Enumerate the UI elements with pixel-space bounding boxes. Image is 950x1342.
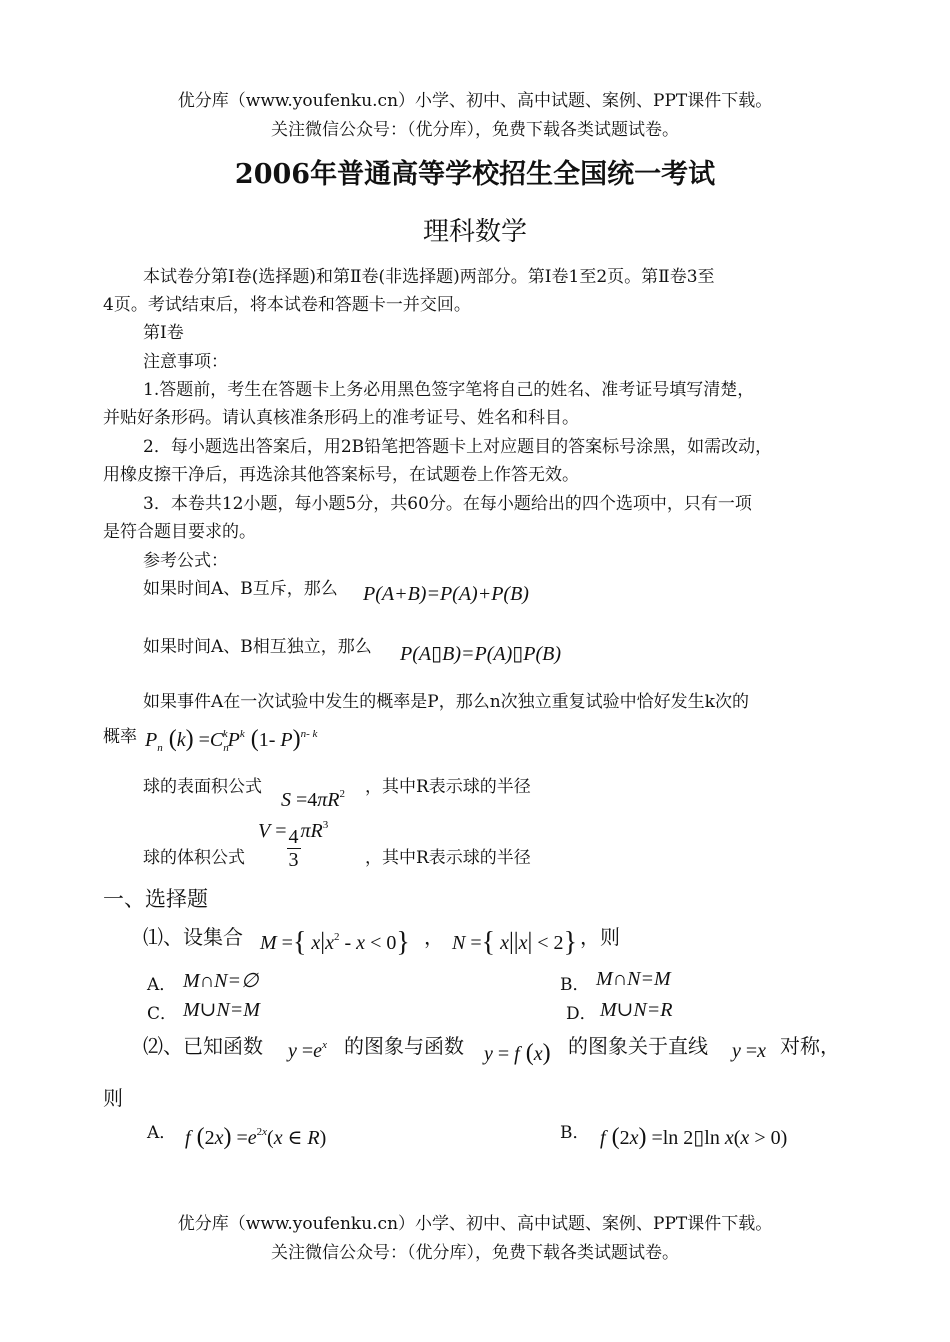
intro-line-2: 4页。考试结束后，将本试卷和答题卡一并交回。 <box>103 295 471 315</box>
q1-option-a-math: M∩N=∅ <box>183 970 259 992</box>
surface-text: 球的表面积公式 <box>143 777 262 797</box>
q1-option-d-label: D． <box>566 1004 597 1024</box>
q2-option-b-math: f (2x) =ln 2▯ln x(x > 0) <box>600 1124 788 1150</box>
header-line-1: 优分库（www.youfenku.cn）小学、初中、高中试题、案例、PPT课件下载。 <box>177 91 773 111</box>
binomial-formula: $P_n$ $(k) =C_n^kP^k$ (1- P)$^{n- k}$ <box>145 726 318 754</box>
q1-lead: ⑴、设集合 <box>143 925 243 949</box>
intro-line-1: 本试卷分第Ⅰ卷(选择题)和第Ⅱ卷(非选择题)两部分。第Ⅰ卷1至2页。第Ⅱ卷3至 <box>143 267 715 287</box>
formulas-label: 参考公式： <box>143 551 228 571</box>
part-label: 第Ⅰ卷 <box>143 323 184 343</box>
independence-formula: P(A▯B)=P(A)▯P(B) <box>400 643 561 665</box>
q1-option-b-math: M∩N=M <box>596 968 671 990</box>
q2-mid-2: 的图象关于直线 <box>568 1034 708 1058</box>
note-2-line-2: 用橡皮擦干净后，再选涂其他答案标号，在试题卷上作答无效。 <box>103 465 579 485</box>
q2-func-3: y =x <box>732 1040 767 1062</box>
binomial-line-1: 如果事件A在一次试验中发生的概率是P，那么n次独立重复试验中恰好发生k次的 <box>143 692 749 712</box>
q2-tail: 对称， <box>780 1034 840 1058</box>
q2-func-2: y = f (x) <box>484 1040 551 1066</box>
q2-lead: ⑵、已知函数 <box>143 1034 263 1058</box>
exam-subtitle: 理科数学 <box>422 217 527 247</box>
exam-title: 2006年普通高等学校招生全国统一考试 <box>234 159 716 190</box>
q2-option-a-label: A． <box>147 1123 177 1143</box>
surface-note: ，其中R表示球的半径 <box>365 777 531 797</box>
independence-text: 如果时间A、B相互独立，那么 <box>143 637 372 657</box>
q1-tail: ，则 <box>580 925 620 949</box>
q2-then: 则 <box>103 1086 123 1110</box>
notes-label: 注意事项： <box>143 352 228 372</box>
mutex-formula: P(A+B)=P(A)+P(B) <box>363 583 529 605</box>
q2-option-b-label: B． <box>560 1123 590 1143</box>
q1-separator: ， <box>424 925 444 949</box>
binomial-line-2: 概率 <box>103 727 137 747</box>
mutex-text: 如果时间A、B互斥，那么 <box>143 579 338 599</box>
volume-note: ，其中R表示球的半径 <box>365 848 531 868</box>
header-line-2: 关注微信公众号：（优分库），免费下载各类试题试卷。 <box>271 120 679 140</box>
note-2-line-1: 2．每小题选出答案后，用2B铅笔把答题卡上对应题目的答案标号涂黑，如需改动， <box>143 437 773 457</box>
volume-formula: V = $\frac{4}{3}$ $\pi R^3$ <box>258 818 329 871</box>
section-heading: 一、选择题 <box>103 887 208 911</box>
q1-option-c-math: M∪N=M <box>183 999 260 1021</box>
surface-formula: $S =4\pi R^2$ <box>281 788 346 811</box>
q2-func-1: $y =e^x$ <box>288 1039 327 1062</box>
footer-line-2: 关注微信公众号：（优分库），免费下载各类试题试卷。 <box>271 1243 679 1263</box>
note-3-line-1: 3．本卷共12小题，每小题5分，共60分。在每小题给出的四个选项中，只有一项 <box>143 494 752 514</box>
q1-option-c-label: C． <box>147 1004 178 1024</box>
q1-option-a-label: A． <box>147 975 177 995</box>
q1-set-n: N ={ x||x| < 2} <box>452 927 578 958</box>
q1-option-b-label: B． <box>560 975 590 995</box>
note-3-line-2: 是符合题目要求的。 <box>103 522 256 542</box>
note-1-line-2: 并贴好条形码。请认真核准条形码上的准考证号、姓名和科目。 <box>103 408 579 428</box>
note-1-line-1: 1.答题前，考生在答题卡上务必用黑色签字笔将自己的姓名、准考证号填写清楚， <box>143 380 755 400</box>
q1-set-m: M ={ $x|x^2 - x < 0$} <box>260 927 410 958</box>
volume-text: 球的体积公式 <box>143 848 245 868</box>
q2-option-a-math: f $(2x) =e^{2x}(x$ ∈ R) <box>185 1124 327 1150</box>
footer-line-1: 优分库（www.youfenku.cn）小学、初中、高中试题、案例、PPT课件下载。 <box>177 1214 773 1234</box>
q1-option-d-math: M∪N=R <box>600 999 673 1021</box>
q2-mid-1: 的图象与函数 <box>344 1034 464 1058</box>
